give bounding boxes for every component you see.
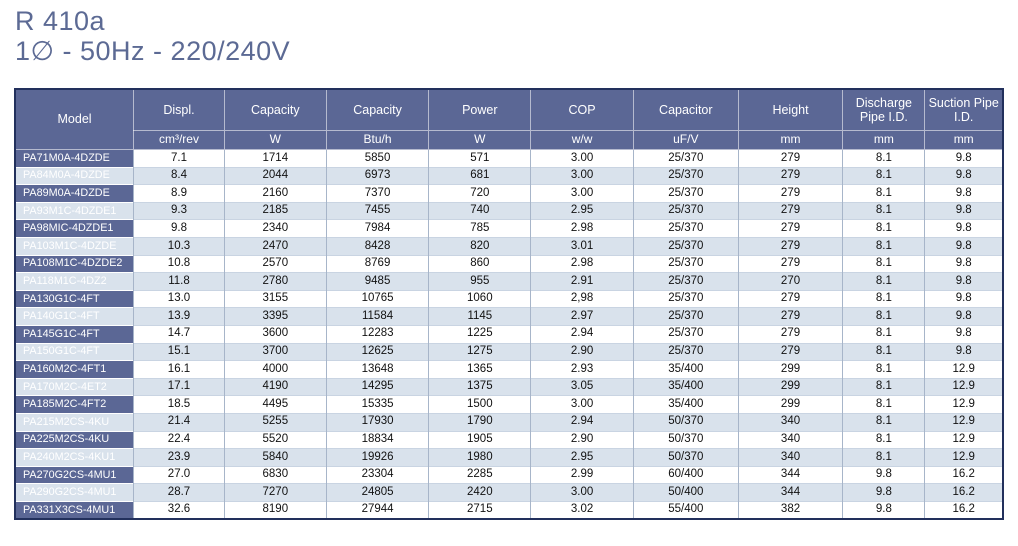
model-cell: PA240M2CS-4KU1 — [15, 449, 134, 467]
value-cell: 1790 — [429, 413, 531, 431]
value-cell: 3700 — [224, 343, 326, 361]
value-cell: 8.1 — [843, 396, 925, 414]
value-cell: 12.9 — [925, 378, 1003, 396]
value-cell: 18834 — [326, 431, 429, 449]
value-cell: 2.99 — [531, 466, 634, 484]
value-cell: 10.8 — [134, 255, 225, 273]
value-cell: 9.8 — [925, 273, 1003, 291]
table-row — [15, 396, 1003, 414]
value-cell: 279 — [738, 202, 843, 220]
model-cell: PA331X3CS-4MU1 — [15, 501, 134, 519]
value-cell: 9.8 — [843, 484, 925, 502]
value-cell: 8.1 — [843, 150, 925, 168]
value-cell: 1365 — [429, 361, 531, 379]
value-cell: 3155 — [224, 290, 326, 308]
value-cell: 27944 — [326, 501, 429, 519]
column-unit: W — [429, 131, 531, 150]
value-cell: 25/370 — [633, 150, 738, 168]
value-cell: 13.9 — [134, 308, 225, 326]
model-cell: PA71M0A-4DZDE — [15, 150, 134, 168]
spec-table-header — [15, 89, 1003, 150]
value-cell: 1714 — [224, 150, 326, 168]
value-cell: 60/400 — [633, 466, 738, 484]
value-cell: 7455 — [326, 202, 429, 220]
value-cell: 50/370 — [633, 431, 738, 449]
value-cell: 820 — [429, 237, 531, 255]
value-cell: 1980 — [429, 449, 531, 467]
value-cell: 5850 — [326, 150, 429, 168]
value-cell: 8190 — [224, 501, 326, 519]
value-cell: 3.00 — [531, 185, 634, 203]
value-cell: 8.1 — [843, 220, 925, 238]
value-cell: 571 — [429, 150, 531, 168]
model-cell: PA98MIC-4DZDE1 — [15, 220, 134, 238]
value-cell: 2.94 — [531, 413, 634, 431]
value-cell: 7270 — [224, 484, 326, 502]
value-cell: 860 — [429, 255, 531, 273]
value-cell: 27.0 — [134, 466, 225, 484]
value-cell: 3395 — [224, 308, 326, 326]
value-cell: 279 — [738, 167, 843, 185]
model-cell: PA170M2C-4ET2 — [15, 378, 134, 396]
value-cell: 25/370 — [633, 255, 738, 273]
value-cell: 299 — [738, 361, 843, 379]
value-cell: 1500 — [429, 396, 531, 414]
value-cell: 2.97 — [531, 308, 634, 326]
model-cell: PA140G1C-4FT — [15, 308, 134, 326]
model-cell: PA130G1C-4FT — [15, 290, 134, 308]
value-cell: 15335 — [326, 396, 429, 414]
value-cell: 9.8 — [925, 237, 1003, 255]
value-cell: 9.8 — [134, 220, 225, 238]
spec-table-body — [15, 150, 1003, 520]
value-cell: 8.1 — [843, 202, 925, 220]
table-row — [15, 167, 1003, 185]
column-unit: W — [224, 131, 326, 150]
value-cell: 35/400 — [633, 361, 738, 379]
value-cell: 9.8 — [843, 466, 925, 484]
value-cell: 1145 — [429, 308, 531, 326]
value-cell: 2.93 — [531, 361, 634, 379]
value-cell: 785 — [429, 220, 531, 238]
table-row — [15, 273, 1003, 291]
value-cell: 279 — [738, 255, 843, 273]
value-cell: 9.8 — [925, 220, 1003, 238]
value-cell: 1225 — [429, 325, 531, 343]
value-cell: 681 — [429, 167, 531, 185]
column-unit: mm — [843, 131, 925, 150]
table-row — [15, 237, 1003, 255]
value-cell: 3.02 — [531, 501, 634, 519]
value-cell: 9.8 — [925, 255, 1003, 273]
table-row — [15, 413, 1003, 431]
table-row — [15, 378, 1003, 396]
value-cell: 344 — [738, 466, 843, 484]
value-cell: 3.00 — [531, 150, 634, 168]
table-row — [15, 466, 1003, 484]
table-row — [15, 220, 1003, 238]
value-cell: 12283 — [326, 325, 429, 343]
value-cell: 16.2 — [925, 501, 1003, 519]
value-cell: 2.98 — [531, 255, 634, 273]
value-cell: 7.1 — [134, 150, 225, 168]
value-cell: 50/400 — [633, 484, 738, 502]
value-cell: 2044 — [224, 167, 326, 185]
value-cell: 11.8 — [134, 273, 225, 291]
value-cell: 10765 — [326, 290, 429, 308]
column-unit: mm — [925, 131, 1003, 150]
value-cell: 13.0 — [134, 290, 225, 308]
model-cell: PA150G1C-4FT — [15, 343, 134, 361]
value-cell: 279 — [738, 150, 843, 168]
value-cell: 8428 — [326, 237, 429, 255]
value-cell: 8.9 — [134, 185, 225, 203]
value-cell: 9.8 — [925, 343, 1003, 361]
value-cell: 3600 — [224, 325, 326, 343]
value-cell: 8.1 — [843, 413, 925, 431]
column-unit: uF/V — [633, 131, 738, 150]
value-cell: 382 — [738, 501, 843, 519]
table-row — [15, 361, 1003, 379]
value-cell: 25/370 — [633, 167, 738, 185]
value-cell: 8.1 — [843, 308, 925, 326]
value-cell: 8.1 — [843, 185, 925, 203]
value-cell: 299 — [738, 378, 843, 396]
model-cell: PA160M2C-4FT1 — [15, 361, 134, 379]
value-cell: 14.7 — [134, 325, 225, 343]
value-cell: 8.1 — [843, 167, 925, 185]
value-cell: 24805 — [326, 484, 429, 502]
value-cell: 21.4 — [134, 413, 225, 431]
value-cell: 23304 — [326, 466, 429, 484]
value-cell: 12.9 — [925, 396, 1003, 414]
value-cell: 23.9 — [134, 449, 225, 467]
model-cell: PA145G1C-4FT — [15, 325, 134, 343]
model-cell: PA118M1C-4DZ2 — [15, 273, 134, 291]
value-cell: 25/370 — [633, 290, 738, 308]
value-cell: 340 — [738, 431, 843, 449]
phase-frequency-voltage-title: 1∅ - 50Hz - 220/240V — [15, 36, 291, 67]
value-cell: 340 — [738, 449, 843, 467]
value-cell: 2420 — [429, 484, 531, 502]
value-cell: 2,98 — [531, 290, 634, 308]
table-row — [15, 150, 1003, 168]
value-cell: 740 — [429, 202, 531, 220]
value-cell: 25/370 — [633, 343, 738, 361]
model-cell: PA290G2CS-4MU1 — [15, 484, 134, 502]
value-cell: 16.2 — [925, 466, 1003, 484]
value-cell: 50/370 — [633, 413, 738, 431]
value-cell: 2.90 — [531, 343, 634, 361]
value-cell: 2470 — [224, 237, 326, 255]
value-cell: 2160 — [224, 185, 326, 203]
column-header: Capacitor — [633, 89, 738, 131]
value-cell: 3.01 — [531, 237, 634, 255]
value-cell: 2340 — [224, 220, 326, 238]
value-cell: 8.1 — [843, 290, 925, 308]
value-cell: 25/370 — [633, 185, 738, 203]
value-cell: 9.8 — [925, 325, 1003, 343]
model-cell: PA84M0A-4DZDE — [15, 167, 134, 185]
value-cell: 2.98 — [531, 220, 634, 238]
table-row — [15, 343, 1003, 361]
value-cell: 35/400 — [633, 378, 738, 396]
value-cell: 279 — [738, 237, 843, 255]
value-cell: 720 — [429, 185, 531, 203]
value-cell: 19926 — [326, 449, 429, 467]
table-row — [15, 431, 1003, 449]
column-header: Discharge Pipe I.D. — [843, 89, 925, 131]
value-cell: 2570 — [224, 255, 326, 273]
value-cell: 1275 — [429, 343, 531, 361]
value-cell: 18.5 — [134, 396, 225, 414]
table-row — [15, 308, 1003, 326]
column-unit: w/w — [531, 131, 634, 150]
column-header: Capacity — [326, 89, 429, 131]
value-cell: 1060 — [429, 290, 531, 308]
value-cell: 9.3 — [134, 202, 225, 220]
table-row — [15, 325, 1003, 343]
model-cell: PA108M1C-4DZDE2 — [15, 255, 134, 273]
value-cell: 35/400 — [633, 396, 738, 414]
value-cell: 25/370 — [633, 202, 738, 220]
column-header: Power — [429, 89, 531, 131]
value-cell: 9.8 — [843, 501, 925, 519]
value-cell: 955 — [429, 273, 531, 291]
value-cell: 8.1 — [843, 273, 925, 291]
table-row — [15, 202, 1003, 220]
model-cell: PA215M2CS-4KU — [15, 413, 134, 431]
value-cell: 12.9 — [925, 431, 1003, 449]
value-cell: 25/370 — [633, 325, 738, 343]
value-cell: 8.4 — [134, 167, 225, 185]
value-cell: 2780 — [224, 273, 326, 291]
value-cell: 2.95 — [531, 449, 634, 467]
value-cell: 6830 — [224, 466, 326, 484]
value-cell: 8.1 — [843, 325, 925, 343]
value-cell: 2.91 — [531, 273, 634, 291]
refrigerant-title: R 410a — [15, 6, 106, 36]
value-cell: 2185 — [224, 202, 326, 220]
value-cell: 8.1 — [843, 378, 925, 396]
value-cell: 11584 — [326, 308, 429, 326]
column-unit: Btu/h — [326, 131, 429, 150]
value-cell: 55/400 — [633, 501, 738, 519]
value-cell: 32.6 — [134, 501, 225, 519]
value-cell: 1905 — [429, 431, 531, 449]
table-row — [15, 501, 1003, 519]
value-cell: 25/370 — [633, 273, 738, 291]
value-cell: 12.9 — [925, 361, 1003, 379]
value-cell: 28.7 — [134, 484, 225, 502]
value-cell: 8.1 — [843, 431, 925, 449]
column-header: Capacity — [224, 89, 326, 131]
value-cell: 7984 — [326, 220, 429, 238]
value-cell: 8.1 — [843, 343, 925, 361]
value-cell: 50/370 — [633, 449, 738, 467]
model-cell: PA270G2CS-4MU1 — [15, 466, 134, 484]
value-cell: 9485 — [326, 273, 429, 291]
value-cell: 3.00 — [531, 396, 634, 414]
value-cell: 1375 — [429, 378, 531, 396]
value-cell: 9.8 — [925, 308, 1003, 326]
value-cell: 8.1 — [843, 237, 925, 255]
model-cell: PA93M1C-4DZDE1 — [15, 202, 134, 220]
value-cell: 9.8 — [925, 167, 1003, 185]
table-row — [15, 484, 1003, 502]
model-cell: PA225M2CS-4KU — [15, 431, 134, 449]
value-cell: 279 — [738, 220, 843, 238]
value-cell: 3.00 — [531, 484, 634, 502]
value-cell: 25/370 — [633, 220, 738, 238]
value-cell: 8769 — [326, 255, 429, 273]
column-header: Suction Pipe I.D. — [925, 89, 1003, 131]
table-row — [15, 290, 1003, 308]
value-cell: 9.8 — [925, 185, 1003, 203]
value-cell: 2715 — [429, 501, 531, 519]
model-cell: PA103M1C-4DZDE — [15, 237, 134, 255]
value-cell: 13648 — [326, 361, 429, 379]
value-cell: 9.8 — [925, 202, 1003, 220]
value-cell: 17930 — [326, 413, 429, 431]
model-cell: PA89M0A-4DZDE — [15, 185, 134, 203]
value-cell: 8.1 — [843, 449, 925, 467]
value-cell: 279 — [738, 308, 843, 326]
value-cell: 279 — [738, 343, 843, 361]
value-cell: 25/370 — [633, 308, 738, 326]
value-cell: 16.2 — [925, 484, 1003, 502]
table-row — [15, 449, 1003, 467]
value-cell: 270 — [738, 273, 843, 291]
table-row — [15, 185, 1003, 203]
value-cell: 2.95 — [531, 202, 634, 220]
value-cell: 299 — [738, 396, 843, 414]
value-cell: 12.9 — [925, 413, 1003, 431]
value-cell: 14295 — [326, 378, 429, 396]
value-cell: 25/370 — [633, 237, 738, 255]
value-cell: 5255 — [224, 413, 326, 431]
column-unit: cm³/rev — [134, 131, 225, 150]
value-cell: 4495 — [224, 396, 326, 414]
value-cell: 12.9 — [925, 449, 1003, 467]
value-cell: 7370 — [326, 185, 429, 203]
value-cell: 4000 — [224, 361, 326, 379]
model-cell: PA185M2C-4FT2 — [15, 396, 134, 414]
value-cell: 10.3 — [134, 237, 225, 255]
value-cell: 5520 — [224, 431, 326, 449]
value-cell: 12625 — [326, 343, 429, 361]
value-cell: 340 — [738, 413, 843, 431]
value-cell: 344 — [738, 484, 843, 502]
value-cell: 2285 — [429, 466, 531, 484]
value-cell: 22.4 — [134, 431, 225, 449]
value-cell: 9.8 — [925, 290, 1003, 308]
value-cell: 279 — [738, 325, 843, 343]
column-header: Height — [738, 89, 843, 131]
value-cell: 2.94 — [531, 325, 634, 343]
value-cell: 6973 — [326, 167, 429, 185]
value-cell: 9.8 — [925, 150, 1003, 168]
value-cell: 8.1 — [843, 255, 925, 273]
value-cell: 3.00 — [531, 167, 634, 185]
value-cell: 17.1 — [134, 378, 225, 396]
value-cell: 8.1 — [843, 361, 925, 379]
value-cell: 15.1 — [134, 343, 225, 361]
value-cell: 5840 — [224, 449, 326, 467]
page-titles — [15, 6, 290, 66]
value-cell: 279 — [738, 290, 843, 308]
value-cell: 279 — [738, 185, 843, 203]
table-row — [15, 255, 1003, 273]
value-cell: 3.05 — [531, 378, 634, 396]
column-header: COP — [531, 89, 634, 131]
value-cell: 16.1 — [134, 361, 225, 379]
value-cell: 2.90 — [531, 431, 634, 449]
value-cell: 4190 — [224, 378, 326, 396]
compressor-spec-table — [14, 88, 1004, 520]
column-unit: mm — [738, 131, 843, 150]
column-header: Model — [15, 89, 134, 150]
column-header: Displ. — [134, 89, 225, 131]
